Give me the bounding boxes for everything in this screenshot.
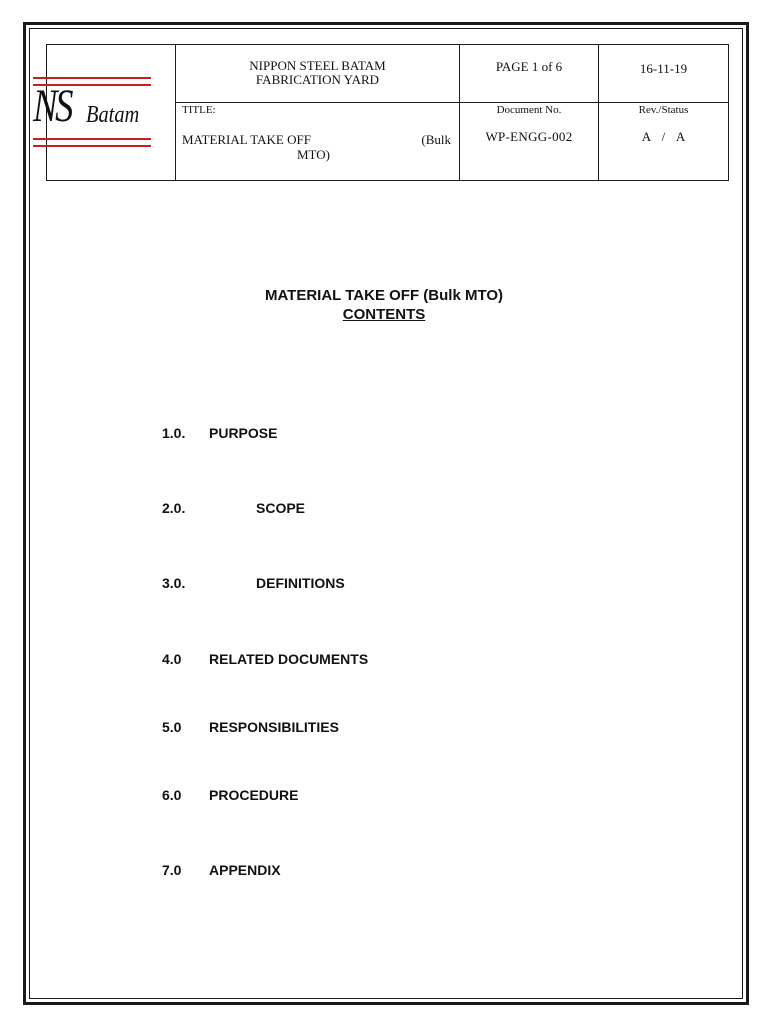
toc-number: 7.0 xyxy=(162,862,182,878)
toc-title: PURPOSE xyxy=(209,425,278,441)
revision-status: A / A xyxy=(641,129,686,144)
company-logo xyxy=(33,75,151,147)
toc-title: RELATED DOCUMENTS xyxy=(209,651,369,667)
logo-red-line-bottom xyxy=(33,138,151,140)
revision-status-cell xyxy=(599,103,729,181)
document-number-label: Document No. xyxy=(496,104,562,116)
document-date: 16-11-19 xyxy=(599,45,729,103)
revision-status-label: Rev./Status xyxy=(638,104,689,116)
document-number: WP-ENGG-002 xyxy=(485,129,573,144)
document-title-mto: MTO) xyxy=(297,147,330,162)
document-title-bulk: (Bulk xyxy=(421,132,451,147)
toc-title: DEFINITIONS xyxy=(256,575,345,591)
toc-number: 4.0 xyxy=(162,651,182,667)
toc-title: APPENDIX xyxy=(209,862,281,878)
toc-number: 3.0. xyxy=(162,575,186,591)
company-line-2: FABRICATION YARD xyxy=(255,72,380,87)
page-number: PAGE 1 of 6 xyxy=(460,45,599,103)
company-name-cell xyxy=(176,45,460,103)
contents-heading: CONTENTS xyxy=(342,306,426,323)
company-line-1: NIPPON STEEL BATAM xyxy=(249,58,386,73)
title-label: TITLE: xyxy=(182,104,216,116)
document-header-table xyxy=(33,44,729,181)
toc-title: SCOPE xyxy=(256,500,306,516)
logo-red-line-bottom-2 xyxy=(33,145,151,147)
toc-number: 1.0. xyxy=(162,425,186,441)
logo-ns-text: NS xyxy=(33,80,72,132)
toc-number: 6.0 xyxy=(162,787,182,803)
toc-title: RESPONSIBILITIES xyxy=(209,719,339,735)
toc-number: 2.0. xyxy=(162,500,186,516)
toc-number: 5.0 xyxy=(162,719,182,735)
document-number-cell xyxy=(460,103,599,181)
logo-batam-text: Batam xyxy=(86,102,140,128)
title-cell xyxy=(176,103,460,181)
page-title: MATERIAL TAKE OFF (Bulk MTO) xyxy=(264,287,504,304)
toc-title: PROCEDURE xyxy=(209,787,299,803)
logo-cell xyxy=(33,45,176,181)
logo-red-line-top xyxy=(33,77,151,79)
document-title: MATERIAL TAKE OFF xyxy=(182,132,311,147)
